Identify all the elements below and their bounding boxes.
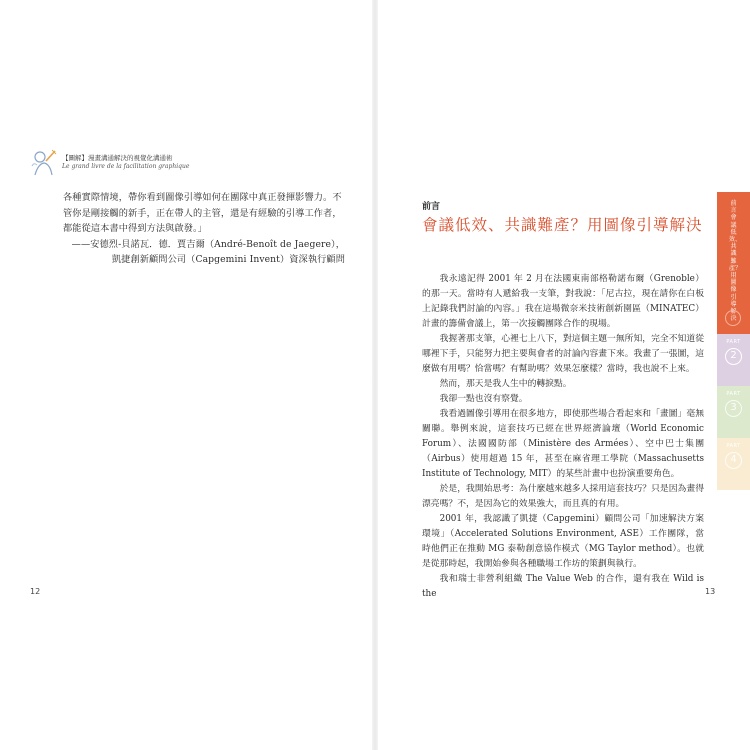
body-paragraph: 我卻一點也沒有察覺。 xyxy=(439,394,528,404)
tab-part-4[interactable] xyxy=(717,438,750,490)
tab-part-label: PART xyxy=(726,339,741,345)
right-page xyxy=(375,0,750,750)
tab-part-2[interactable] xyxy=(717,334,750,386)
tab-part-label: PART xyxy=(726,391,741,397)
part-circle-icon xyxy=(725,310,741,326)
chapter-title: 會議低效、共識難產？用圖像引導解決 xyxy=(422,216,703,234)
body-paragraph: 2001 年，我認識了凱捷（Capgemini）顧問公司「加速解決方案環境」（Accelerated Solutions Environment, ASE）工作團隊，當時他們正在推動 MG 泰勒創意協作模式（MG Taylor method）。也就是從那時起，我開始參與各種職場工作坊的策劃與執行。 xyxy=(422,514,704,569)
body-paragraph: 我握著那支筆，心裡七上八下，對這個主題一無所知，完全不知道從哪裡下手，只能努力把主要與會者的討論內容畫下來。我畫了一張圖，這麼做有用嗎？恰當嗎？有幫助嗎？效果怎麼樣？當時，我也說不上來。 xyxy=(422,334,704,374)
attribution-title: 凱捷創新顧問公司（Capgemini Invent）資深執行顧問 xyxy=(111,254,345,265)
body-paragraph: 我永遠記得 2001 年 2 月在法國東南部格勒諾布爾（Grenoble）的那一天。當時有人遞給我一支筆，對我說：「尼古拉，現在請你在白板上記錄我們討論的內容。」我在這場微奈米技術創新園區（MINATEC）計畫的籌備會議上，第一次接觸團隊合作的現場。 xyxy=(422,274,704,329)
endorsement-paragraph: 各種實際情境，帶你看到圖像引導如何在團隊中真正發揮影響力。不管你是剛接觸的新手，正在帶人的主管，還是有經驗的引導工作者，都能從這本書中得到方法與啟發。」 xyxy=(63,192,342,234)
tab-preface-label: 前言 會議低效、共識難產？用圖像引導解決 xyxy=(729,200,742,323)
tab-part-label: PART xyxy=(726,443,741,449)
tab-part-number: 3 xyxy=(725,400,742,417)
tab-part-3[interactable] xyxy=(717,386,750,438)
body-paragraph: 然而，那天是我人生中的轉捩點。 xyxy=(439,379,572,389)
left-page-text xyxy=(63,190,345,268)
attribution-name: ——安德烈-貝諾瓦．德．賈吉爾（André-Benoît de Jaegere）， xyxy=(71,238,345,250)
body-text xyxy=(422,272,704,602)
running-header xyxy=(30,148,230,182)
preface-label: 前言 xyxy=(422,202,441,212)
book-title-fr: Le grand livre de la facilitation graphique xyxy=(62,163,190,170)
facilitator-sketch-icon xyxy=(30,148,58,178)
tab-preface[interactable] xyxy=(717,192,750,334)
tab-part-number: 4 xyxy=(725,452,742,469)
body-paragraph: 於是，我開始思考：為什麼越來越多人採用這套技巧？只是因為畫得漂亮嗎？不，是因為它的效果強大，而且真的有用。 xyxy=(422,484,704,509)
page-number-right: 13 xyxy=(705,587,716,596)
book-title-zh: 【圖解】漫畫溝通解決的視覺化溝通術 xyxy=(62,154,173,162)
body-paragraph: 我看過圖像引導用在很多地方，即使那些場合看起來和「畫圖」毫無關聯。舉例來說，這套技巧已經在世界經濟論壇（World Economic Forum）、法國國防部（Ministère des Armées）、空中巴士集團（Airbus）使用超過 15 年，甚至在麻省理工學院（Massachusetts Institute of Technology, MIT）的某些計畫中也扮演重要角色。 xyxy=(422,409,704,479)
tab-part-number: 2 xyxy=(725,348,742,365)
body-paragraph: 我和瑞士非營利組織 The Value Web 的合作，還有我在 Wild is the xyxy=(422,574,704,599)
page-number-left: 12 xyxy=(30,587,41,596)
